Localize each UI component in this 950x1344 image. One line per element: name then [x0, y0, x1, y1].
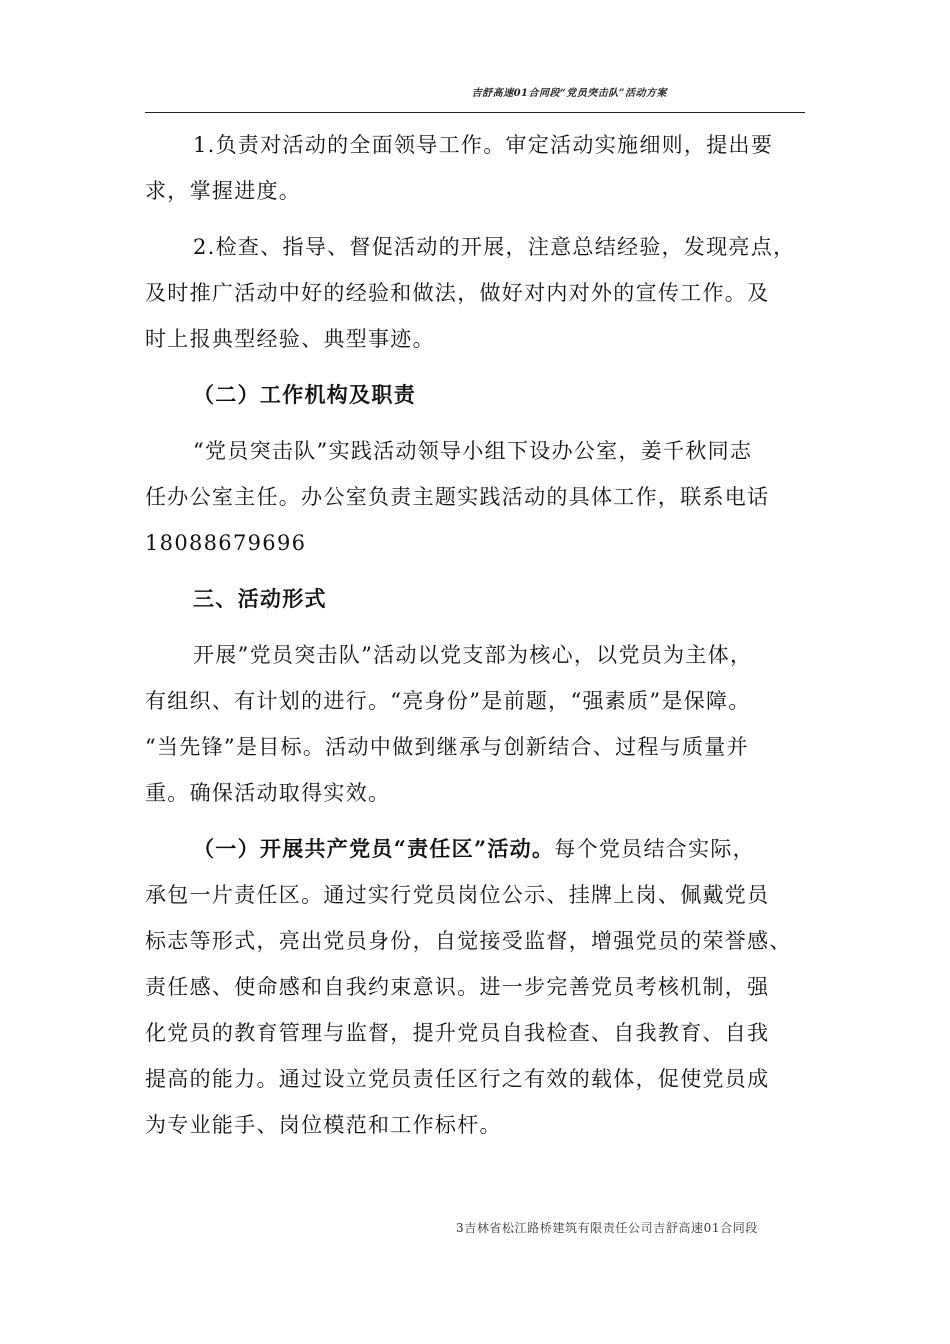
paragraph-4-line-3: “当先锋”是目标。活动中做到继承与创新结合、过程与质量并	[145, 735, 749, 759]
paragraph-1-line-1: 1.负责对活动的全面领导工作。审定活动实施细则，提出要	[193, 133, 774, 157]
page-header: 吉舒高速01合同段“党员突击队”活动方案	[471, 88, 667, 99]
paragraph-3-line-2: 任办公室主任。办公室负责主题实践活动的具体工作，联系电话	[145, 485, 770, 509]
paragraph-4-line-1: 开展”党员突击队”活动以党支部为核心，以党员为主体，	[193, 643, 753, 667]
paragraph-5-line-7: 为专业能手、岗位模范和工作标杆。	[145, 1113, 502, 1137]
paragraph-4-line-2: 有组织、有计划的进行。“亮身份”是前题，“强素质”是保障。	[145, 689, 751, 713]
paragraph-1-line-2: 求，掌握进度。	[145, 179, 302, 203]
paragraph-5-line-2: 承包一片责任区。通过实行党员岗位公示、挂牌上岗、佩戴党员	[145, 883, 770, 907]
paragraph-5-lead-heading: （一）开展共产党员“责任区”活动。	[193, 836, 555, 861]
paragraph-2-line-1: 2.检查、指导、督促活动的开展，注意总结经验，发现亮点，	[193, 235, 796, 259]
paragraph-4-line-4: 重。确保活动取得实效。	[145, 781, 391, 805]
paragraph-5-line-6: 提高的能力。通过设立党员责任区行之有效的载体，促使党员成	[145, 1067, 770, 1091]
page-footer: 3吉林省松江路桥建筑有限责任公司吉舒高速01合同段	[456, 1221, 758, 1235]
paragraph-2-line-3: 时上报典型经验、典型事迹。	[145, 327, 435, 351]
paragraph-5-line-3: 标志等形式，亮出党员身份，自觉接受监督，增强党员的荣誉感、	[145, 929, 792, 953]
paragraph-5-line-1-text: 每个党员结合实际，	[554, 837, 755, 861]
paragraph-5-line-4: 责任感、使命感和自我约束意识。进一步完善党员考核机制，强	[145, 975, 770, 999]
document-body	[145, 122, 807, 1148]
paragraph-3-line-1: “党员突击队”实践活动领导小组下设办公室，姜千秋同志	[193, 439, 753, 463]
paragraph-5-line-1	[145, 826, 807, 872]
section-heading-3: 三、活动形式	[193, 586, 327, 611]
paragraph-5-line-5: 化党员的教育管理与监督，提升党员自我检查、自我教育、自我	[145, 1021, 770, 1045]
section-heading-2: （二）工作机构及职责	[193, 382, 416, 407]
header-divider	[145, 112, 805, 113]
paragraph-2-line-2: 及时推广活动中好的经验和做法，做好对内对外的宣传工作。及	[145, 281, 770, 305]
paragraph-3-line-3: 18088679696	[145, 531, 307, 555]
